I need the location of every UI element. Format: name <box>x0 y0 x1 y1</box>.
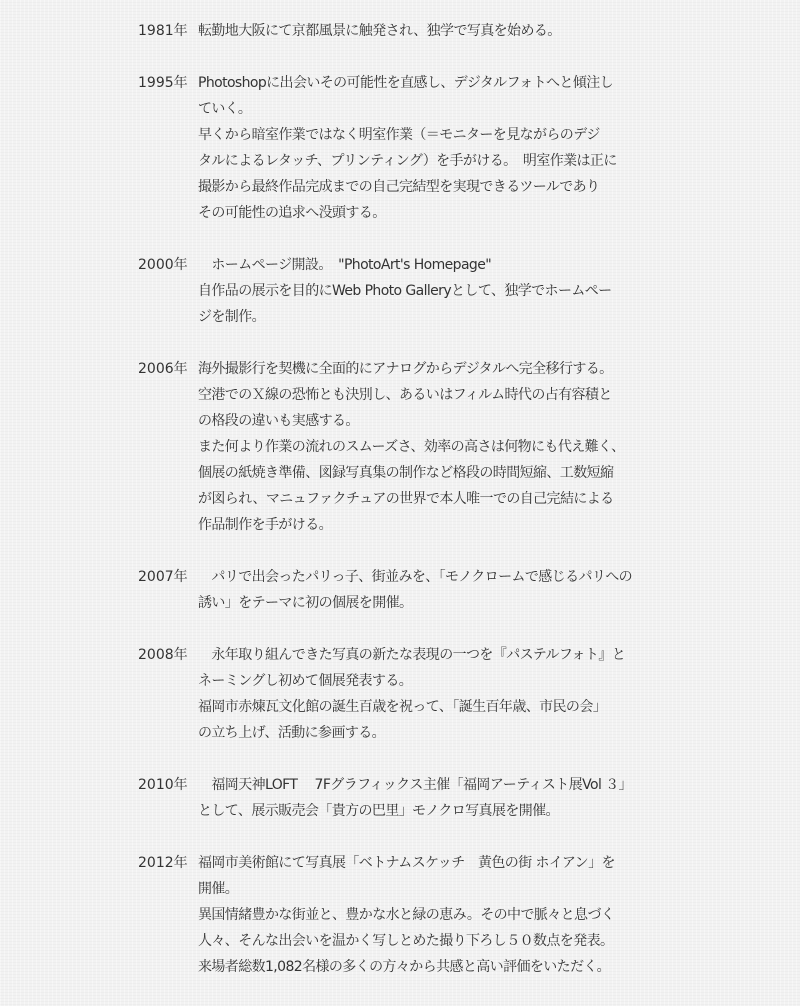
entry-text <box>198 356 683 538</box>
entry-year: 2000年 <box>138 257 188 273</box>
entry-year: 2006年 <box>138 361 188 377</box>
text-line: パリで出会ったパリっ子、街並みを、「モノクロームで感じるパリへの <box>198 569 633 585</box>
text-line: 撮影から最終作品完成までの自己完結型を実現できるツールであり <box>198 179 600 195</box>
history-entry-2000 <box>138 252 683 330</box>
entry-year: 2008年 <box>138 647 188 663</box>
text-line: 開催。 <box>198 881 239 897</box>
text-line: 福岡市赤煉瓦文化館の誕生百歳を祝って、「誕生百年歳、市民の会」 <box>198 699 607 715</box>
entry-year: 2012年 <box>138 855 188 871</box>
text-line: 海外撮影行を契機に全面的にアナログからデジタルへ完全移行する。 <box>198 361 613 377</box>
entry-text <box>198 772 683 824</box>
text-line: 永年取り組んできた写真の新たな表現の一つを『パステルフォト』と <box>198 647 626 663</box>
entry-year: 2007年 <box>138 569 188 585</box>
text-line: 福岡市美術館にて写真展「ベトナムスケッチ 黄色の街 ホイアン」を <box>198 855 615 871</box>
entry-text <box>198 70 683 226</box>
text-line: 早くから暗室作業ではなく明室作業（＝モニターを見ながらのデジ <box>198 127 600 143</box>
history-entry-2012 <box>138 850 683 980</box>
text-line: ホームページ開設。 "PhotoArt's Homepage" <box>198 257 492 273</box>
history-entry-1981 <box>138 18 683 44</box>
text-line: 福岡天神LOFT 7Fグラフィックス主催「福岡アーティスト展Vol ３」 <box>198 777 632 793</box>
entry-text <box>198 850 683 980</box>
text-line: が図られ、マニュファクチュアの世界で本人唯一での自己完結による <box>198 491 614 507</box>
text-line: の格段の違いも実感する。 <box>198 413 359 429</box>
entry-year: 1981年 <box>138 23 188 39</box>
text-line: の立ち上げ、活動に参画する。 <box>198 725 386 741</box>
history-entry-2007 <box>138 564 683 616</box>
text-line: ていく。 <box>198 101 252 117</box>
text-line: 誘い」をテーマに初の個展を開催。 <box>198 595 413 611</box>
history-entry-2008 <box>138 642 683 746</box>
text-line: 空港でのＸ線の恐怖とも決別し、あるいはフィルム時代の占有容積と <box>198 387 612 403</box>
entry-year: 1995年 <box>138 75 188 91</box>
entry-text <box>198 252 683 330</box>
entry-text <box>198 642 683 746</box>
text-line: ジを制作。 <box>198 309 265 325</box>
history-entry-2006 <box>138 356 683 538</box>
history-timeline <box>138 18 683 1006</box>
text-line: 作品制作を手がける。 <box>198 517 332 533</box>
entry-year: 2010年 <box>138 777 188 793</box>
text-line: 自作品の展示を目的にWeb Photo Galleryとして、独学でホームペー <box>198 283 612 299</box>
text-line: また何より作業の流れのスムーズさ、効率の高さは何物にも代え難く、 <box>198 439 625 455</box>
text-line: として、展示販売会「貴方の巴里」モノクロ写真展を開催。 <box>198 803 559 819</box>
entry-text <box>198 564 683 616</box>
history-entry-2010 <box>138 772 683 824</box>
text-line: その可能性の追求へ没頭する。 <box>198 205 386 221</box>
text-line: 個展の紙焼き準備、図録写真集の制作など格段の時間短縮、工数短縮 <box>198 465 614 481</box>
text-line: 来場者総数1,082名様の多くの方々から共感と高い評価をいただく。 <box>198 959 610 975</box>
text-line: 人々、そんな出会いを温かく写しとめた撮り下ろし５０数点を発表。 <box>198 933 614 949</box>
text-line: タルによるレタッチ、プリンティング）を手がける。 明室作業は正に <box>198 153 617 169</box>
text-line: 転勤地大阪にて京都風景に触発され、独学で写真を始める。 <box>198 23 561 39</box>
text-line: ネーミングし初めて個展発表する。 <box>198 673 413 689</box>
text-line: 異国情緒豊かな街並と、豊かな水と緑の恵み。その中で脈々と息づく <box>198 907 615 923</box>
text-line: Photoshopに出会いその可能性を直感し、デジタルフォトへと傾注し <box>198 75 614 91</box>
entry-text <box>198 18 683 44</box>
history-entry-1995 <box>138 70 683 226</box>
